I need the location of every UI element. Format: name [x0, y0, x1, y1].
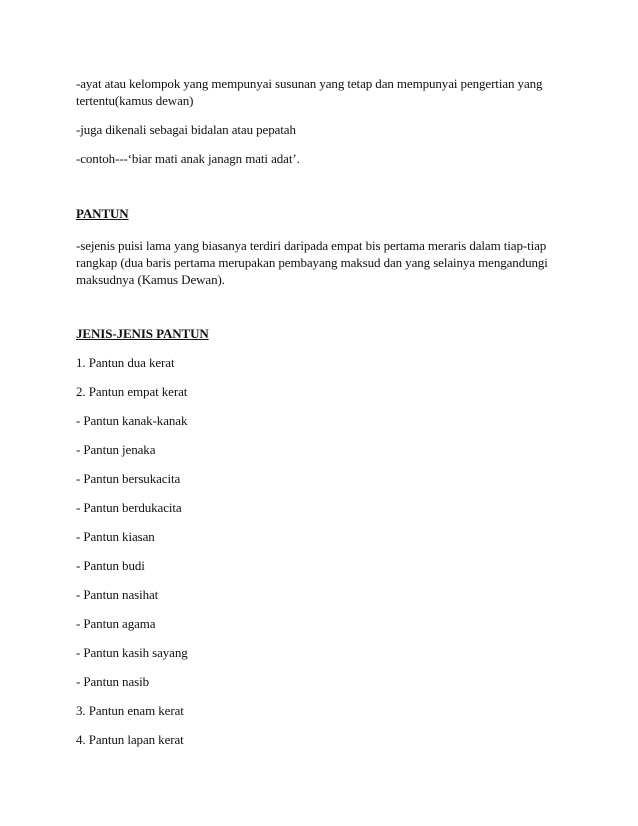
- list-item: - Pantun kiasan: [76, 529, 155, 544]
- pantun-definition-line: maksudnya (Kamus Dewan).: [76, 272, 225, 287]
- pantun-definition-line: -sejenis puisi lama yang biasanya terdiri daripada empat bis pertama meraris dalam tiap-tiap: [76, 238, 547, 253]
- list-item: - Pantun kanak-kanak: [76, 413, 188, 428]
- jenis-pantun-heading: JENIS-JENIS PANTUN: [76, 326, 209, 341]
- list-item: 4. Pantun lapan kerat: [76, 732, 184, 747]
- list-item: - Pantun nasihat: [76, 587, 159, 602]
- list-item: 2. Pantun empat kerat: [76, 384, 188, 399]
- list-item: - Pantun jenaka: [76, 442, 156, 457]
- pantun-definition-line: rangkap (dua baris pertama merupakan pembayang maksud dan yang selainya mengandungi: [76, 255, 548, 270]
- list-item: - Pantun bersukacita: [76, 471, 181, 486]
- list-item: - Pantun berdukacita: [76, 500, 182, 515]
- list-item: - Pantun agama: [76, 616, 156, 631]
- intro-line: tertentu(kamus dewan): [76, 93, 194, 108]
- pantun-heading: PANTUN: [76, 206, 129, 221]
- list-item: - Pantun nasib: [76, 674, 149, 689]
- list-item: 1. Pantun dua kerat: [76, 355, 175, 370]
- list-item: - Pantun kasih sayang: [76, 645, 188, 660]
- list-item: 3. Pantun enam kerat: [76, 703, 184, 718]
- intro-line: -ayat atau kelompok yang mempunyai susunan yang tetap dan mempunyai pengertian yang: [76, 76, 543, 91]
- list-item: - Pantun budi: [76, 558, 145, 573]
- intro-line: -juga dikenali sebagai bidalan atau pepatah: [76, 122, 296, 137]
- intro-line: -contoh---‘biar mati anak janagn mati adat’.: [76, 151, 300, 166]
